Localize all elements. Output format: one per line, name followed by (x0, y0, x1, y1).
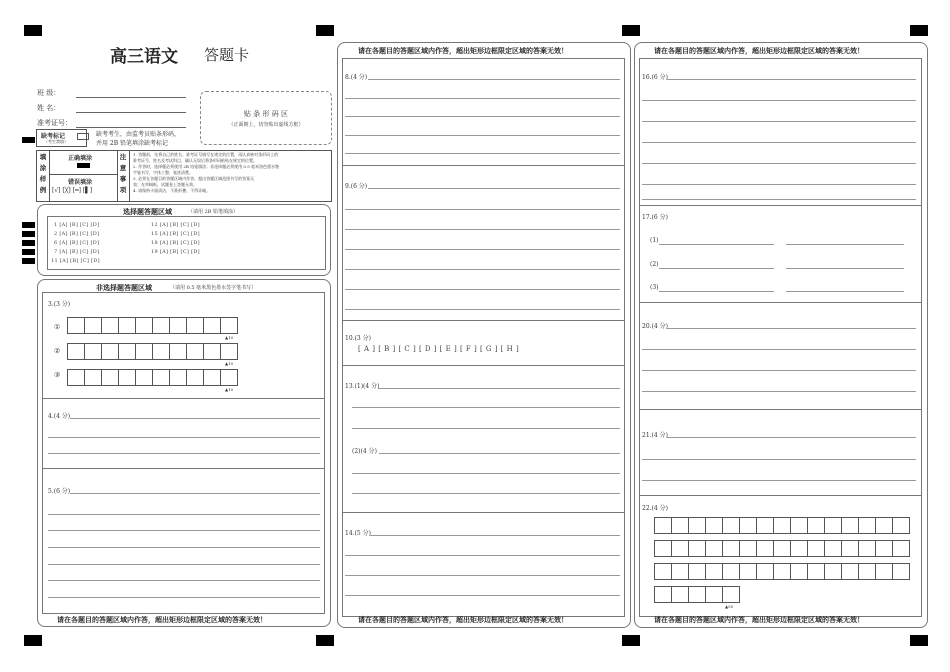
name-label: 姓 名： (37, 104, 61, 112)
writing-cell[interactable] (118, 317, 136, 334)
notes-side-4: 项 (119, 186, 127, 194)
writing-cell[interactable] (186, 317, 204, 334)
writing-cell[interactable] (705, 517, 723, 534)
class-field[interactable] (76, 97, 186, 98)
writing-cell[interactable] (671, 586, 689, 603)
writing-cell[interactable] (756, 563, 774, 580)
warning-footer: 请在各题目的答题区域内作答，超出矩形边框限定区域的答案无效！ (358, 616, 568, 624)
fill-example-side-3: 样 (39, 175, 47, 183)
writing-cell[interactable] (152, 369, 170, 386)
absent-text-2: 并用 2B 铅笔填涂缺考标记 (96, 140, 169, 147)
writing-cell[interactable] (722, 540, 740, 557)
writing-cell[interactable] (756, 540, 774, 557)
writing-cell[interactable] (688, 540, 706, 557)
corner-mark (316, 635, 334, 646)
writing-cell[interactable] (790, 517, 808, 534)
writing-cell[interactable] (824, 517, 842, 534)
writing-cell[interactable] (135, 343, 153, 360)
writing-cell[interactable] (101, 317, 119, 334)
choice-row[interactable]: 15 [A] [B] [C] [D] (151, 231, 200, 237)
writing-cell[interactable] (824, 563, 842, 580)
q20-label: 20.(4 分) (642, 323, 668, 330)
writing-cell[interactable] (67, 369, 85, 386)
note-line: 效；在草稿纸、试题卷上答题无效。 (133, 182, 197, 187)
writing-cell[interactable] (101, 343, 119, 360)
timing-mark (22, 249, 35, 255)
q17-part: (3) (650, 284, 659, 291)
writing-cell[interactable] (841, 517, 859, 534)
note-line: 2. 作答时，选择题必须使用 2B 铅笔填涂；非选择题必须使用 0.5 毫米黑色墨水签 (133, 164, 280, 169)
card-subtitle: 答题卡 (204, 46, 250, 64)
choice-note: （请用 2B 铅笔填涂） (188, 209, 239, 215)
writing-cell[interactable] (841, 563, 859, 580)
choice-row[interactable]: 7 [A] [B] [C] [D] (54, 249, 100, 255)
choice-row[interactable]: 19 [A] [B] [C] [D] (151, 249, 200, 255)
writing-cell[interactable] (203, 343, 221, 360)
timing-mark (22, 258, 35, 264)
corner-mark (622, 635, 640, 646)
q17-part: (2) (650, 261, 659, 268)
writing-cell[interactable] (671, 563, 689, 580)
corner-mark (316, 25, 334, 36)
writing-cell[interactable] (654, 563, 672, 580)
choice-row[interactable]: 2 [A] [B] [C] [D] (54, 231, 100, 237)
nonchoice-title: 非选择题答题区域 (96, 284, 152, 292)
writing-cell[interactable] (790, 540, 808, 557)
writing-cell[interactable] (654, 540, 672, 557)
writing-cell[interactable] (858, 540, 876, 557)
writing-cell[interactable] (875, 563, 893, 580)
choice-row[interactable]: 1 [A] [B] [C] [D] (54, 222, 100, 228)
corner-mark (24, 635, 42, 646)
choice-row[interactable]: 12 [A] [B] [C] [D] (151, 222, 200, 228)
writing-cell[interactable] (671, 517, 689, 534)
writing-cell[interactable] (654, 517, 672, 534)
writing-cell[interactable] (84, 317, 102, 334)
q8-label: 8.(4 分) (345, 74, 368, 81)
writing-cell[interactable] (790, 563, 808, 580)
writing-cell[interactable] (67, 343, 85, 360)
writing-cell[interactable] (739, 563, 757, 580)
writing-cell[interactable] (220, 369, 238, 386)
choice-title: 选择题答题区域 (123, 208, 172, 216)
timing-mark (22, 231, 35, 237)
writing-cell[interactable] (756, 517, 774, 534)
corner-mark (24, 25, 42, 36)
writing-cell[interactable] (892, 540, 910, 557)
writing-cell[interactable] (152, 343, 170, 360)
q21-label: 21.(4 分) (642, 432, 668, 439)
wrong-fill-label: 错误填涂 (68, 179, 93, 186)
choice-row[interactable]: 18 [A] [B] [C] [D] (151, 240, 200, 246)
writing-cell[interactable] (739, 540, 757, 557)
q17-part: (1) (650, 237, 659, 244)
warning-header: 请在各题目的答题区域内作答，超出矩形边框限定区域的答案无效！ (358, 47, 568, 55)
writing-cell[interactable] (169, 317, 187, 334)
warning-header: 请在各题目的答题区域内作答，超出矩形边框限定区域的答案无效！ (654, 47, 864, 55)
q5-label: 5.(6 分) (48, 488, 71, 495)
choice-row[interactable]: 11 [A] [B] [C] [D] (51, 258, 100, 264)
notes-side-3: 事 (119, 175, 127, 183)
writing-cell[interactable] (220, 317, 238, 334)
writing-cell[interactable] (118, 369, 136, 386)
writing-cell[interactable] (84, 343, 102, 360)
corner-mark (910, 635, 928, 646)
exam-id-field[interactable] (76, 127, 186, 128)
writing-cell[interactable] (858, 563, 876, 580)
q13-2-label: (2)(4 分) (352, 448, 377, 455)
writing-cell[interactable] (688, 517, 706, 534)
writing-cell[interactable] (892, 517, 910, 534)
writing-cell[interactable] (773, 563, 791, 580)
corner-mark (622, 25, 640, 36)
timing-mark (22, 222, 35, 228)
exam-id-label: 准考证号： (37, 119, 72, 127)
count-marker: ▲50 (725, 604, 734, 609)
writing-cell[interactable] (773, 540, 791, 557)
q4-label: 4.(4 分) (48, 413, 71, 420)
writing-cell[interactable] (841, 540, 859, 557)
absent-label: 缺考标记 (41, 133, 66, 140)
q16-label: 16.(6 分) (642, 74, 668, 81)
count-marker: ▲10 (225, 335, 234, 340)
q3-label: 3.(3 分) (48, 301, 71, 308)
note-line: 4. 请保持卡面清洁，不准折叠、不得弄破。 (133, 188, 211, 193)
writing-cell[interactable] (67, 317, 85, 334)
card-title: 高三语文 (110, 47, 178, 67)
note-line: 3. 必须在各题目的答题区域内作答，超出答题区域范围书写的答案无 (133, 176, 255, 181)
fill-example-side-4: 例 (39, 186, 47, 194)
class-label: 班 级： (37, 89, 61, 97)
q9-label: 9.(6 分) (345, 183, 368, 190)
count-marker: ▲10 (225, 361, 234, 366)
writing-cell[interactable] (203, 317, 221, 334)
writing-cell[interactable] (858, 517, 876, 534)
wrong-fill-samples: [√] [╳] [━] [▌] (52, 187, 93, 194)
note-line: 1. 答题前，先将自己的姓名、准考证号填写在规定的位置，再认真核对条形码上的 (133, 152, 279, 157)
writing-cell[interactable] (875, 540, 893, 557)
writing-cell[interactable] (722, 517, 740, 534)
writing-cell[interactable] (84, 369, 102, 386)
writing-cell[interactable] (101, 369, 119, 386)
writing-cell[interactable] (892, 563, 910, 580)
q3-marker: ③ (54, 371, 61, 379)
writing-cell[interactable] (671, 540, 689, 557)
count-marker: ▲10 (225, 387, 234, 392)
writing-cell[interactable] (118, 343, 136, 360)
q3-marker: ① (54, 323, 61, 331)
notes-side-1: 注 (119, 153, 127, 161)
q10-options[interactable]: [ A ] [ B ] [ C ] [ D ] [ E ] [ F ] [ G ] [ H ] (358, 345, 520, 353)
writing-cell[interactable] (135, 317, 153, 334)
writing-cell[interactable] (824, 540, 842, 557)
q17-label: 17.(6 分) (642, 214, 668, 221)
correct-fill-sample (77, 163, 90, 168)
writing-cell[interactable] (705, 586, 723, 603)
fill-example-side-2: 涂 (39, 164, 47, 172)
writing-cell[interactable] (705, 563, 723, 580)
choice-row[interactable]: 6 [A] [B] [C] [D] (54, 240, 100, 246)
writing-cell[interactable] (135, 369, 153, 386)
writing-cell[interactable] (722, 586, 740, 603)
writing-cell[interactable] (654, 586, 672, 603)
writing-cell[interactable] (705, 540, 723, 557)
writing-cell[interactable] (688, 586, 706, 603)
writing-cell[interactable] (186, 369, 204, 386)
name-field[interactable] (76, 112, 186, 113)
q14-label: 14.(5 分) (345, 530, 371, 537)
writing-cell[interactable] (152, 317, 170, 334)
absent-text-1: 缺考考生，由监考员贴条形码， (96, 131, 181, 138)
writing-cell[interactable] (807, 517, 825, 534)
writing-cell[interactable] (688, 563, 706, 580)
timing-mark (22, 240, 35, 246)
writing-cell[interactable] (186, 343, 204, 360)
warning-footer: 请在各题目的答题区域内作答，超出矩形边框限定区域的答案无效！ (654, 616, 864, 624)
writing-cell[interactable] (807, 563, 825, 580)
writing-cell[interactable] (739, 517, 757, 534)
barcode-area (200, 91, 332, 145)
q13-1-label: 13.(1)(4 分) (345, 383, 380, 390)
barcode-note: （正面朝上，切勿贴出虚线方框） (228, 122, 304, 128)
writing-cell[interactable] (220, 343, 238, 360)
writing-cell[interactable] (875, 517, 893, 534)
barcode-title: 贴 条 形 码 区 (244, 110, 288, 118)
notes-side-2: 意 (119, 164, 127, 172)
note-line: 字笔书写，字体工整、笔迹清楚。 (133, 170, 193, 175)
note-line: 准考证号、姓名及考试科目，确认无误后将条形码粘贴在规定的位置。 (133, 158, 257, 163)
warning-footer: 请在各题目的答题区域内作答，超出矩形边框限定区域的答案无效！ (57, 616, 267, 624)
absent-checkbox[interactable] (77, 133, 89, 140)
column-2-answer-frame (342, 58, 625, 617)
writing-cell[interactable] (807, 540, 825, 557)
writing-cell[interactable] (722, 563, 740, 580)
writing-cell[interactable] (203, 369, 221, 386)
timing-mark (22, 137, 35, 143)
absent-sub: （考生禁填） (44, 139, 68, 144)
q22-label: 22.(4 分) (642, 505, 668, 512)
nonchoice-note: （请用 0.5 毫米黑色墨水签字笔书写） (170, 285, 257, 291)
correct-fill-label: 正确填涂 (68, 155, 93, 162)
writing-cell[interactable] (773, 517, 791, 534)
q10-label: 10.(3 分) (345, 335, 371, 342)
q3-marker: ② (54, 347, 61, 355)
writing-cell[interactable] (169, 343, 187, 360)
writing-cell[interactable] (169, 369, 187, 386)
corner-mark (910, 25, 928, 36)
fill-example-side-1: 填 (39, 153, 47, 161)
